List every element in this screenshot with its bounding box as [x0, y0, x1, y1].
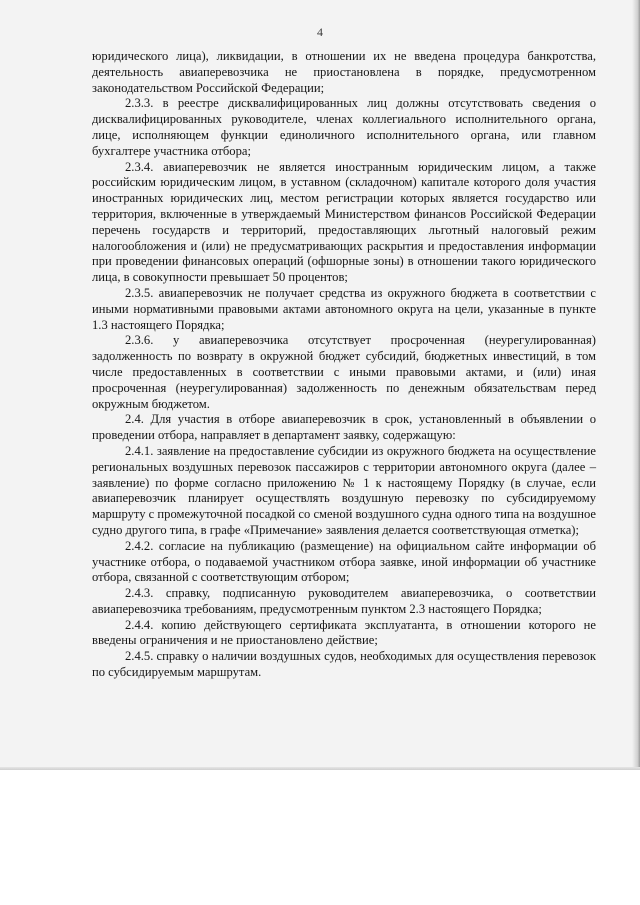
paragraph: 2.4.4. копию действующего сертификата эксплуатанта, в отношении которого не введены ограничения и не приостановлено действие;	[92, 617, 596, 648]
paragraph: 2.4.5. справку о наличии воздушных судов, необходимых для осуществления перевозок по субсидируемым маршрутам.	[92, 649, 596, 680]
paragraph: юридического лица), ликвидации, в отношении их не введена процедура банкротства, деятельность авиаперевозчика не приостановлена в порядке, предусмотренном законодательством Российской Федерации;	[92, 49, 596, 95]
paragraph: 2.4. Для участия в отборе авиаперевозчик в срок, установленный в объявлении о проведении отбора, направляет в департамент заявку, содержащую:	[92, 412, 596, 443]
paragraph: 2.4.3. справку, подписанную руководителем авиаперевозчика, о соответствии авиаперевозчика требованиям, предусмотренным пунктом 2.3 настоящего Порядка;	[92, 586, 596, 616]
page-number: 4	[317, 25, 323, 39]
paragraph: 2.3.4. авиаперевозчик не является иностранным юридическим лицом, а также российским юридическим лицом, в уставном (складочном) капитале которого доля участия иностранных юридических лиц, местом регистрации которых является государство или территория, включенные в утверждаемый Министерством финансов Российской Федерации перечень государств и территорий, предоставляющих льготный налоговый режим налогообложения и (или) не предусматривающих раскрытия и предоставления информации при проведении финансовых операций (офшорные зоны) в отношении такого юридического лица, в совокупности превышает 50 процентов;	[92, 159, 596, 285]
paragraph: 2.4.2. согласие на публикацию (размещение) на официальном сайте информации об участнике отбора, о подаваемой участником отбора заявке, иной информации об участнике отбора, связанной с соответствующим отбором;	[92, 538, 596, 585]
body-text	[92, 49, 596, 681]
paragraph: 2.3.5. авиаперевозчик не получает средства из окружного бюджета в соответствии с иными нормативными правовыми актами автономного округа на цели, указанные в пункте 1.3 настоящего Порядка;	[92, 285, 596, 332]
paragraph: 2.4.1. заявление на предоставление субсидии из окружного бюджета на осуществление региональных воздушных перевозок пассажиров с территории автономного округа (далее – заявление) по форме согласно приложению № 1 к настоящему Порядку (в случае, если авиаперевозчик планирует осуществлять воздушную перевозку по субсидируемому маршруту с промежуточной посадкой со сменой воздушного судна одного типа на воздушное судно другого типа, в графе «Примечание» заявления делается соответствующая отметка);	[92, 443, 596, 537]
scan-bottom-edge	[0, 767, 640, 770]
paragraph: 2.3.6. у авиаперевозчика отсутствует просроченная (неурегулированная) задолженность по возврату в окружной бюджет субсидий, бюджетных инвестиций, в том числе предоставленных в соответствии с иными правовыми актами, и (или) иная просроченная (неурегулированная) задолженность по денежным обязательствам перед окружным бюджетом.	[92, 333, 596, 411]
paragraph: 2.3.3. в реестре дисквалифицированных лиц должны отсутствовать сведения о дисквалифицированных руководителе, членах коллегиального исполнительного органа, лице, исполняющем функции единоличного исполнительного органа, или главном бухгалтере участника отбора;	[92, 96, 596, 158]
scan-edge-shadow	[632, 0, 640, 770]
